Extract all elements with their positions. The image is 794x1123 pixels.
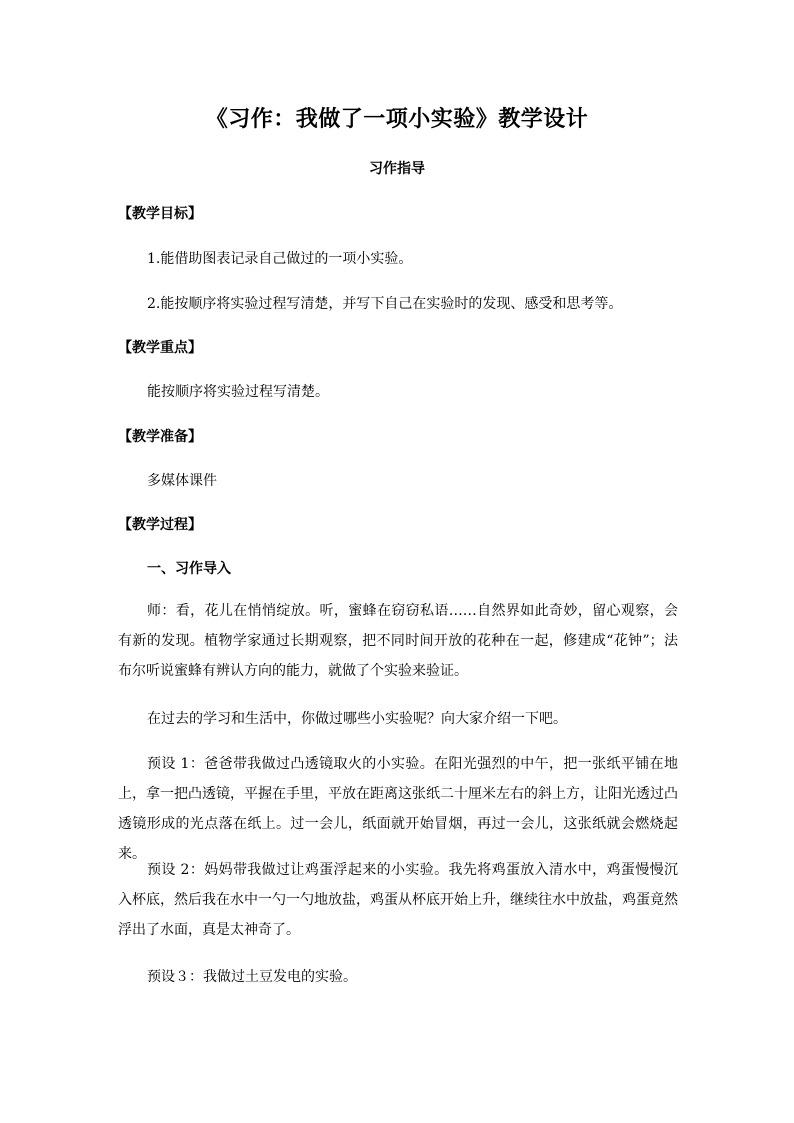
section-heading-goals: 【教学目标】 [118, 206, 202, 222]
paragraph-preset-3: 预设３：我做过土豆发电的实验。 [147, 969, 357, 985]
page-subtitle: 习作指导 [369, 161, 425, 177]
section-heading-prep: 【教学准备】 [118, 429, 202, 445]
section-heading-process: 【教学过程】 [118, 517, 202, 533]
key-point-text: 能按顺序将实验过程写清楚。 [147, 384, 329, 400]
goal-item-1: 1.能借助图表记录自己做过的一项小实验。 [147, 251, 413, 267]
page-title: 《习作：我做了一项小实验》教学设计 [205, 106, 589, 132]
prep-text: 多媒体课件 [147, 473, 217, 489]
paragraph-question: 在过去的学习和生活中，你做过哪些小实验呢？向大家介绍一下吧。 [147, 711, 567, 727]
goal-item-2: 2.能按顺序将实验过程写清楚，并写下自己在实验时的发现、感受和思考等。 [147, 296, 623, 312]
paragraph-intro: 师：看，花儿在悄悄绽放。听，蜜蜂在窃窃私语……自然界如此奇妙，留心观察，会有新的发现。植物学家通过长期观察，把不同时间开放的花种在一起，修建成“花钟”；法布尔听说蜜蜂有辨认方向的能力，就做了个实验来验证。 [118, 603, 678, 679]
step-heading-1: 一、习作导入 [147, 561, 231, 577]
paragraph-preset-1: 预设 1：爸爸带我做过凸透镜取火的小实验。在阳光强烈的中午，把一张纸平铺在地上，拿一把凸透镜，平握在手里，平放在距离这张纸二十厘米左右的斜上方，让阳光透过凸透镜形成的光点落在纸上。过一会儿，纸面就开始冒烟，再过一会儿，这张纸就会燃烧起来。 [118, 756, 678, 862]
section-heading-key: 【教学重点】 [118, 340, 202, 356]
paragraph-preset-2: 预设 2：妈妈带我做过让鸡蛋浮起来的小实验。我先将鸡蛋放入清水中，鸡蛋慢慢沉入杯底，然后我在水中一勺一勺地放盐，鸡蛋从杯底开始上升，继续往水中放盐，鸡蛋竟然浮出了水面，真是太神奇了。 [118, 862, 678, 938]
